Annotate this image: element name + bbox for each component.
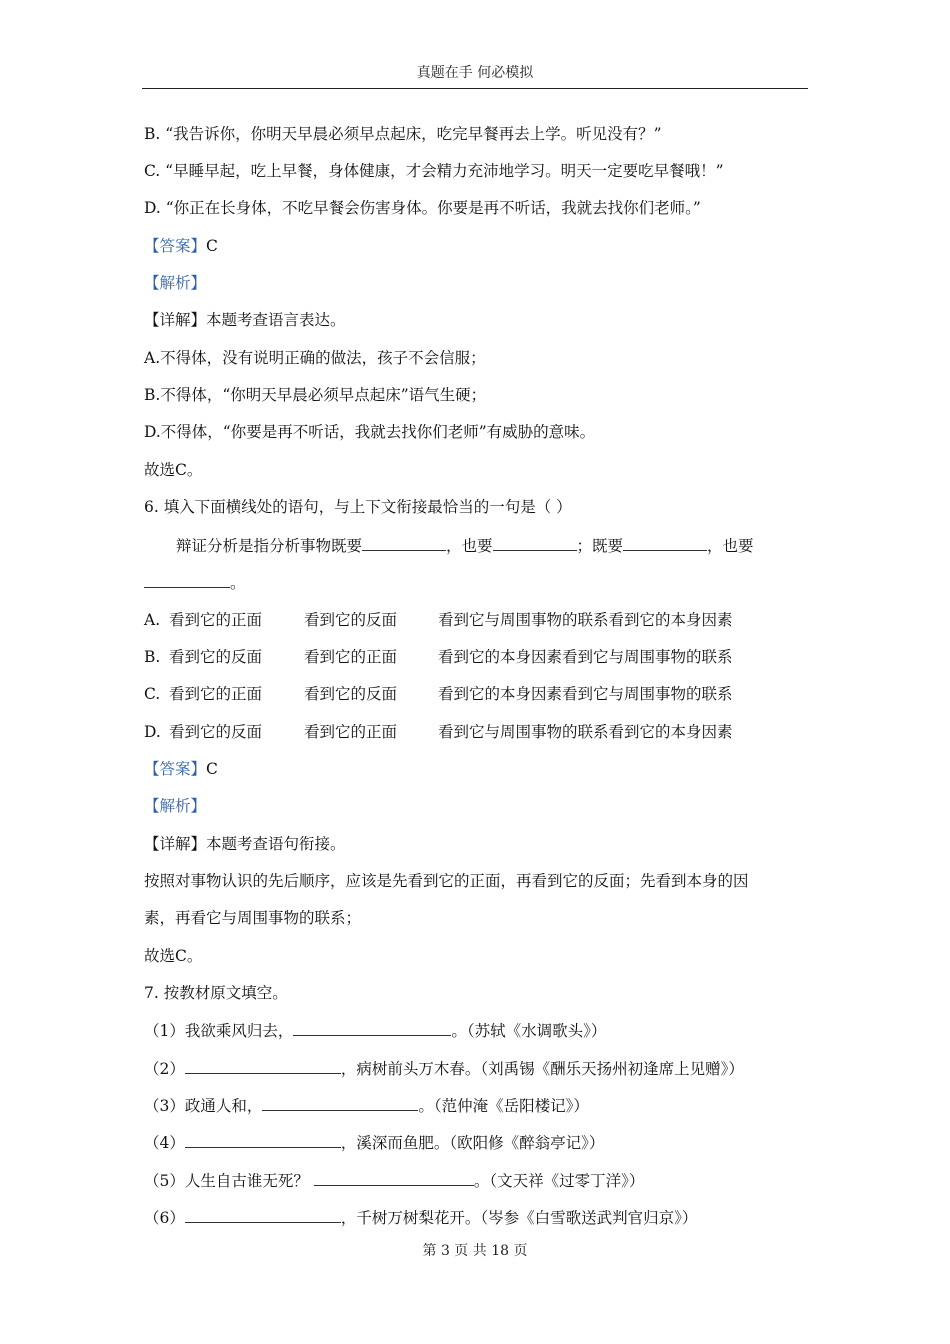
stem-text: ，也要 [446,537,493,555]
q7-item-5 [144,1170,644,1191]
header-rule [142,88,808,89]
item-text: ，病树前头万木春。（刘禹锡《酬乐天扬州初逢席上见赠》） [340,1060,744,1078]
option-letter: D. [144,723,161,741]
q7-question: 7. 按教材原文填空。 [144,984,288,1002]
option-letter: A. [144,611,161,629]
item-text: ，千树万树梨花开。（岑参《白雪歌送武判官归京》） [340,1209,698,1227]
q5-explanation-d: D.不得体，“你要是再不听话，我就去找你们老师”有威胁的意味。 [144,423,596,441]
page-footer: 第 3 页 共 18 页 [422,1243,528,1259]
option-part-1: 看到它的正面 [169,685,263,703]
item-number: （2） [144,1060,185,1078]
answer-value: C [206,237,218,255]
q5-option-c: C. “早睡早起，吃上早餐，身体健康，才会精力充沛地学习。明天一定要吃早餐哦！” [144,162,724,180]
q6-explanation-line-2: 素，再看它与周围事物的联系； [144,909,362,927]
q7-item-4 [144,1132,604,1153]
option-letter: B. [144,648,161,666]
option-part-2: 看到它的反面 [304,685,398,703]
q5-analysis-tag: 【解析】 [144,274,207,292]
option-letter: C. [144,685,161,703]
q5-detail: 【详解】本题考查语言表达。 [144,311,346,329]
answer-tag: 【答案】 [144,760,207,778]
q6-answer [144,759,218,779]
option-part-3: 看到它与周围事物的联系看到它的本身因素 [438,723,733,741]
item-text: 。（范仲淹《岳阳楼记》） [418,1097,589,1115]
q5-option-b: B. “我告诉你，你明天早晨必须早点起床，吃完早餐再去上学。听见没有？” [144,125,662,143]
fill-blank [185,1207,341,1223]
item-text: 我欲乘风归去， [184,1022,294,1040]
option-part-3: 看到它的本身因素看到它与周围事物的联系 [438,685,733,703]
stem-text: ；既要 [576,537,624,555]
q6-stem-continued [144,572,246,593]
fill-blank [185,1132,341,1148]
q6-stem [176,535,754,556]
stem-blank-1 [362,535,446,551]
q5-answer [144,236,218,256]
option-part-3: 看到它的本身因素看到它与周围事物的联系 [438,648,733,666]
q7-item-6 [144,1207,697,1228]
option-part-2: 看到它的正面 [304,648,398,666]
item-number: （3） [144,1097,185,1115]
answer-tag: 【答案】 [144,237,207,255]
q5-explanation-b: B.不得体，“你明天早晨必须早点起床”语气生硬； [144,386,487,404]
stem-blank-2 [493,535,577,551]
fill-blank [185,1058,341,1074]
item-text: 人生自古谁无死？ [184,1172,314,1190]
option-part-1: 看到它的反面 [169,648,263,666]
stem-text: ，也要 [707,537,754,555]
q6-explanation-line-1: 按照对事物认识的先后顺序，应该是先看到它的正面，再看到它的反面；先看到本身的因 [144,872,749,890]
item-text: ，溪深而鱼肥。（欧阳修《醉翁亭记》） [340,1134,605,1152]
q6-detail: 【详解】本题考查语句衔接。 [144,835,346,853]
item-number: （4） [144,1134,185,1152]
item-text: 政通人和， [184,1097,263,1115]
answer-value: C [206,760,218,778]
stem-text: 辩证分析是指分析事物既要 [176,537,363,555]
q6-conclusion: 故选C。 [144,947,203,965]
fill-blank [262,1095,418,1111]
item-number: （5） [144,1172,185,1190]
q7-item-2 [144,1058,744,1079]
stem-blank-3 [623,535,707,551]
stem-blank-4 [144,572,230,588]
item-number: （6） [144,1209,185,1227]
page-header: 真题在手 何必模拟 [416,65,534,81]
q5-explanation-a: A.不得体，没有说明正确的做法，孩子不会信服； [144,349,486,367]
item-text: 。（文天祥《过零丁洋》） [473,1172,645,1190]
option-part-3: 看到它与周围事物的联系看到它的本身因素 [438,611,733,629]
q7-item-3 [144,1095,589,1116]
fill-blank [314,1170,474,1186]
q6-analysis-tag: 【解析】 [144,797,207,815]
item-number: （1） [144,1022,185,1040]
fill-blank [293,1020,451,1036]
option-part-1: 看到它的正面 [169,611,263,629]
q7-item-1 [144,1020,606,1041]
q6-question: 6. 填入下面横线处的语句，与上下文衔接最恰当的一句是（ ） [144,498,572,516]
q5-conclusion: 故选C。 [144,461,203,479]
option-part-2: 看到它的反面 [304,611,398,629]
option-part-1: 看到它的反面 [169,723,263,741]
item-text: 。（苏轼《水调歌头》） [451,1022,607,1040]
option-part-2: 看到它的正面 [304,723,398,741]
q5-option-d: D. “你正在长身体，不吃早餐会伤害身体。你要是再不听话，我就去找你们老师。” [144,199,701,217]
stem-text: 。 [230,574,246,592]
